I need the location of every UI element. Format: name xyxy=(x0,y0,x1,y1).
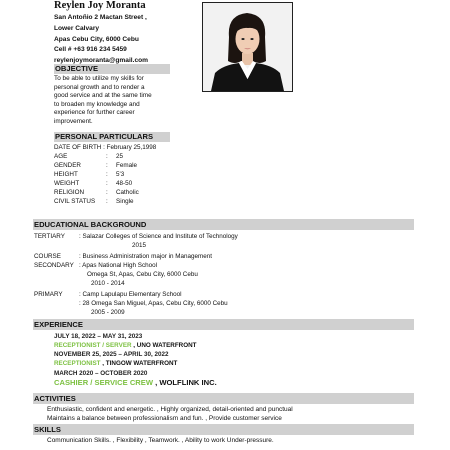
address-line-1: San Antoñio 2 Mactan Street , xyxy=(54,14,147,21)
contact-block xyxy=(54,13,148,67)
objective-text xyxy=(54,75,170,127)
secondary-address: Omega St, Apas, Cebu City, 6000 Cebu xyxy=(87,271,198,278)
activities-line: Maintains a balance between professionalism and fun. , Provide customer service xyxy=(47,415,282,422)
personal-particulars-heading: PERSONAL PARTICULARS xyxy=(54,132,170,142)
experience-role-line xyxy=(54,341,197,350)
secondary-label: SECONDARY xyxy=(34,262,74,269)
experience-role: RECEPTIONIST / SERVER xyxy=(54,342,132,349)
objective-line: to broaden my knowledge and xyxy=(54,100,140,108)
education-heading: EDUCATIONAL BACKGROUND xyxy=(33,219,414,230)
email-address: reylenjoymoranta@gmail.com xyxy=(54,57,149,65)
objective-line: personal growth and to render a xyxy=(54,83,145,91)
profile-photo-illustration xyxy=(203,3,292,91)
skills-heading: SKILLS xyxy=(33,424,414,435)
course-value: : Business Administration major in Management xyxy=(79,253,212,260)
objective-line: To be able to utilize my skills for xyxy=(54,75,144,82)
primary-label: PRIMARY xyxy=(34,291,63,298)
personal-value: Female xyxy=(116,162,137,169)
address-line-2: Lower Calvary xyxy=(54,24,100,32)
tertiary-label: TERTIARY xyxy=(34,233,65,240)
personal-label: CIVIL STATUS xyxy=(54,198,96,205)
experience-date: NOVEMBER 25, 2025 – APRIL 30, 2022 xyxy=(54,351,169,358)
personal-label: WEIGHT xyxy=(54,180,80,187)
tertiary-school: : Salazar Colleges of Science and Institute of Technology xyxy=(79,233,238,240)
personal-row-height: HEIGHT : 5'3 xyxy=(54,171,125,178)
applicant-name: Reylen Joy Moranta xyxy=(54,0,146,11)
experience-role-line xyxy=(54,378,217,387)
personal-value: 48-50 xyxy=(116,180,133,187)
date-of-birth: DATE OF BIRTH : February 25,1998 xyxy=(54,144,157,151)
personal-value: 25 xyxy=(116,153,124,160)
personal-label: HEIGHT xyxy=(54,171,78,178)
personal-label: GENDER xyxy=(54,162,81,169)
experience-role-line xyxy=(54,359,177,368)
experience-company: , TINGOW WATERFRONT xyxy=(100,360,178,367)
primary-school: : Camp Lapulapu Elementary School xyxy=(79,291,182,298)
personal-row-age: AGE : 25 xyxy=(54,153,124,160)
objective-heading: OBJECTIVE xyxy=(54,64,170,74)
experience-date: MARCH 2020 – OCTOBER 2020 xyxy=(54,370,148,377)
objective-line: improvement. xyxy=(54,117,93,125)
personal-label: AGE xyxy=(54,153,68,160)
address-line-3: Apas Cebu City, 6000 Cebu xyxy=(54,35,139,43)
personal-row-gender: GENDER : Female xyxy=(54,162,137,169)
skills-line: Communication Skills. , Flexibility , Teamwork. , Ability to work Under-pressure. xyxy=(47,437,274,444)
personal-row-weight: WEIGHT : 48-50 xyxy=(54,180,133,187)
experience-heading: EXPERIENCE xyxy=(33,319,414,330)
personal-value: Single xyxy=(116,198,134,205)
experience-role: RECEPTIONIST xyxy=(54,360,101,367)
secondary-school: : Apas National High School xyxy=(79,262,158,269)
experience-company: , WOLFLINK INC. xyxy=(153,378,217,387)
course-label: COURSE xyxy=(34,253,61,260)
activities-line: Enthusiastic, confident and energetic. , Highly organized, detail-oriented and punctual xyxy=(47,406,293,413)
experience-date: JULY 18, 2022 – MAY 31, 2023 xyxy=(54,333,143,340)
primary-address: : 28 Omega San Miguel, Apas, Cebu City, 6000 Cebu xyxy=(79,300,228,307)
secondary-years: 2010 - 2014 xyxy=(91,280,125,287)
personal-row-civil-status: CIVIL STATUS : Single xyxy=(54,198,134,205)
personal-label: RELIGION xyxy=(54,189,85,196)
personal-row-religion: RELIGION : Catholic xyxy=(54,189,139,196)
activities-heading: ACTIVITIES xyxy=(33,393,414,404)
experience-role: CASHIER / SERVICE CREW xyxy=(54,378,154,387)
experience-company: , UNO WATERFRONT xyxy=(131,342,197,349)
personal-value: Catholic xyxy=(116,189,139,196)
primary-years: 2005 - 2009 xyxy=(91,309,125,316)
personal-value: 5'3 xyxy=(116,171,125,178)
cell-number: Cell # +63 916 234 5459 xyxy=(54,46,127,54)
objective-line: experience for further career xyxy=(54,109,135,117)
profile-photo xyxy=(202,2,293,92)
objective-line: good service and at the same time xyxy=(54,92,152,100)
tertiary-year: 2015 xyxy=(132,242,147,249)
